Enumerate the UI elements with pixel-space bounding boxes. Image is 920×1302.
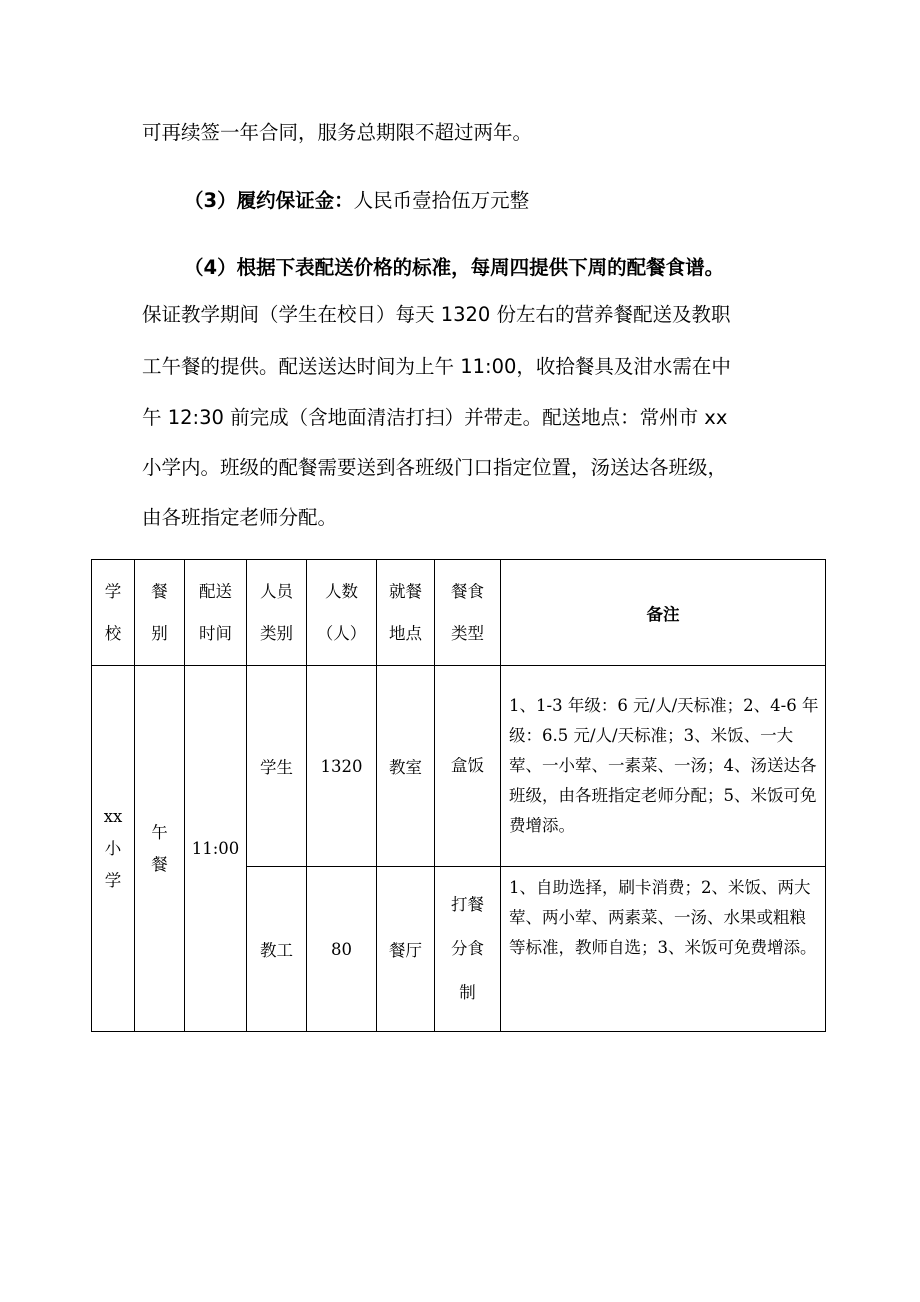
- table-row: [92, 666, 826, 867]
- performance-bond-line: [184, 188, 529, 214]
- header-staff-type: 人员 类别: [247, 560, 307, 666]
- delivery-paragraph-line: 工午餐的提供。配送送达时间为上午 11:00，收拾餐具及泔水需在中: [142, 355, 731, 378]
- meal-cell: 午 餐: [135, 666, 185, 1032]
- header-headcount: 人数 （人）: [307, 560, 377, 666]
- performance-bond-amount: 人民币壹拾伍万元整: [353, 189, 530, 212]
- contract-renewal-text: 可再续签一年合同，服务总期限不超过两年。: [142, 121, 533, 144]
- table-header-row: [92, 560, 826, 666]
- performance-bond-label: （3）履约保证金：: [184, 189, 354, 212]
- headcount-cell: 80: [307, 867, 377, 1032]
- delivery-paragraph-line: 保证教学期间（学生在校日）每天 1320 份左右的营养餐配送及教职: [142, 303, 731, 326]
- delivery-time-cell: 11:00: [185, 666, 247, 1032]
- header-meal-type: 餐食 类型: [435, 560, 501, 666]
- delivery-standard-heading: （4）根据下表配送价格的标准，每周四提供下周的配餐食谱。: [184, 256, 725, 279]
- staff-type-cell: 学生: [247, 666, 307, 867]
- staff-type-cell: 教工: [247, 867, 307, 1032]
- header-remarks: 备注: [501, 560, 826, 666]
- headcount-cell: 1320: [307, 666, 377, 867]
- remarks-cell: 1、1-3 年级：6 元/人/天标准；2、4-6 年级：6.5 元/人/天标准；3、米饭、一大荤、一小荤、一素菜、一汤；4、汤送达各班级，由各班指定老师分配；5、米饭可免费增添。: [501, 666, 826, 867]
- meal-type-cell: 打餐 分食 制: [435, 867, 501, 1032]
- remarks-cell: 1、自助选择，刷卡消费；2、米饭、两大荤、两小荤、两素菜、一汤、水果或粗粮等标准，教师自选；3、米饭可免费增添。: [501, 867, 826, 1032]
- header-dining-place: 就餐 地点: [377, 560, 435, 666]
- header-delivery-time: 配送 时间: [185, 560, 247, 666]
- dining-place-cell: 餐厅: [377, 867, 435, 1032]
- school-cell: xx 小 学: [92, 666, 135, 1032]
- header-meal: 餐 别: [135, 560, 185, 666]
- delivery-paragraph-line: 小学内。班级的配餐需要送到各班级门口指定位置，汤送达各班级，: [142, 456, 728, 479]
- delivery-paragraph-line: 午 12:30 前完成（含地面清洁打扫）并带走。配送地点：常州市 xx: [142, 406, 728, 429]
- meal-type-cell: 盒饭: [435, 666, 501, 867]
- delivery-paragraph-line: 由各班指定老师分配。: [142, 506, 338, 529]
- dining-place-cell: 教室: [377, 666, 435, 867]
- meal-delivery-table: [91, 559, 826, 1032]
- header-school: 学 校: [92, 560, 135, 666]
